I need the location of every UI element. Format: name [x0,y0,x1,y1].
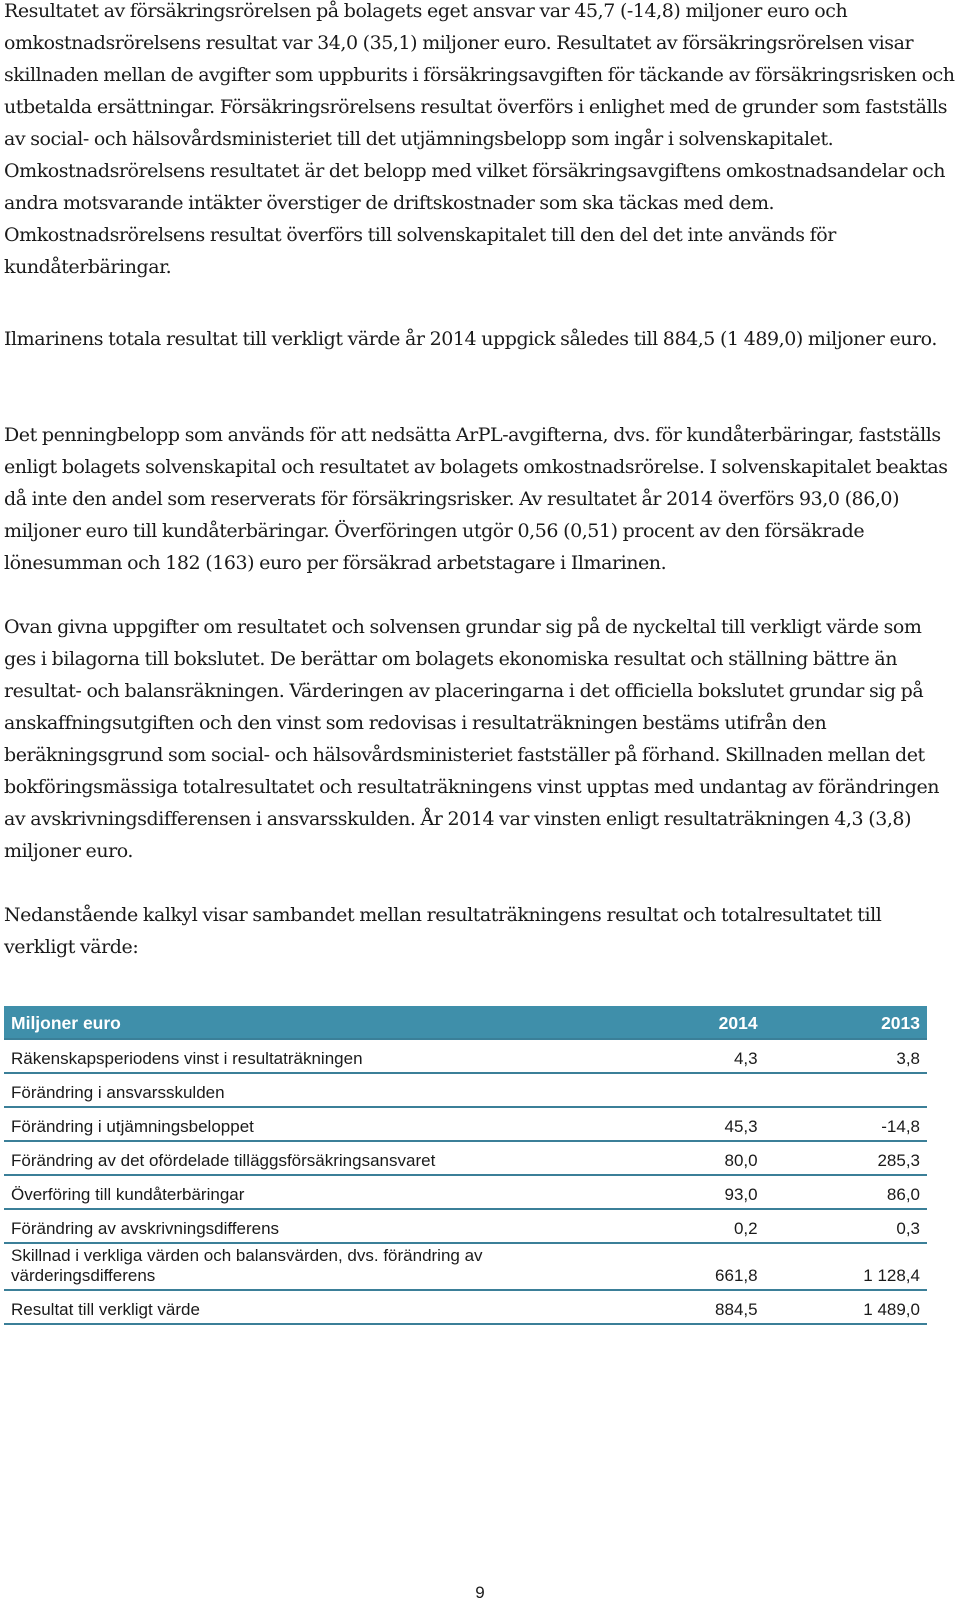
row-label: Förändring i utjämningsbeloppet [4,1107,602,1141]
table-row [4,1209,927,1243]
row-label: Räkenskapsperiodens vinst i resultaträkningen [4,1039,602,1073]
paragraph-fair-value-basis: Ovan givna uppgifter om resultatet och solvensen grundar sig på de nyckeltal till verkligt värde som ges i bilagorna till bokslutet. De berättar om bolagets ekonomiska resultat och ställning bättre än resultat- och balansräkningen. Värderingen av placeringarna i det officiella bokslutet grundar sig på anskaffningsutgiften och den vinst som redovisas i resultaträkningen bestäms utifrån den beräkningsgrund som social- och hälsovårdsministeriet fastställer på förhand. Skillnaden mellan det bokföringsmässiga totalresultatet och resultaträkningens vinst upptas med undantag av förändringen av avskrivningsdifferensen i ansvarsskulden. År 2014 var vinsten enligt resultaträkningen 4,3 (3,8) miljoner euro. [4,616,940,862]
row-value-2013: 0,3 [765,1209,927,1243]
table-header-unit: Miljoner euro [4,1006,602,1039]
page-number: 9 [475,1583,485,1602]
table-row [4,1175,927,1209]
row-value-2014: 93,0 [602,1175,764,1209]
row-value-2013: 1 128,4 [765,1243,927,1290]
table-header-row [4,1006,927,1039]
row-value-2013: 3,8 [765,1039,927,1073]
table-header-2013: 2013 [765,1006,927,1039]
table-row [4,1243,927,1290]
table-row [4,1141,927,1175]
row-value-2013 [765,1073,927,1107]
row-value-2014: 0,2 [602,1209,764,1243]
paragraph-table-intro: Nedanstående kalkyl visar sambandet mellan resultaträkningens resultat och totalresultatet till verkligt värde: [4,904,882,958]
row-label: Förändring av det ofördelade tilläggsförsäkringsansvaret [4,1141,602,1175]
row-label: Resultat till verkligt värde [4,1290,602,1324]
table-row [4,1107,927,1141]
table-header-2014: 2014 [602,1006,764,1039]
result-reconciliation-table [4,1006,927,1325]
row-value-2014: 80,0 [602,1141,764,1175]
row-value-2013: 285,3 [765,1141,927,1175]
table-row-total [4,1290,927,1324]
paragraph-client-bonuses: Det penningbelopp som används för att nedsätta ArPL-avgifterna, dvs. för kundåterbäringar, fastställs enligt bolagets solvenskapital och resultatet av bolagets omkostnadsrörelse. I solvenskapitalet beaktas då inte den andel som reserverats för försäkringsrisker. Av resultatet år 2014 överförs 93,0 (86,0) miljoner euro till kundåterbäringar. Överföringen utgör 0,56 (0,51) procent av den försäkrade lönesumman och 182 (163) euro per försäkrad arbetstagare i Ilmarinen. [4,424,948,574]
paragraph-insurance-result: Resultatet av försäkringsrörelsen på bolagets eget ansvar var 45,7 (-14,8) miljoner euro och omkostnadsrörelsens resultat var 34,0 (35,1) miljoner euro. Resultatet av försäkringsrörelsen visar skillnaden mellan de avgifter som uppburits i försäkringsavgiften för täckande av försäkringsrisken och utbetalda ersättningar. Försäkringsrörelsens resultat överförs i enlighet med de grunder som fastställs av social- och hälsovårdsministeriet till det utjämningsbelopp som ingår i solvenskapitalet. Omkostnadsrörelsens resultatet är det belopp med vilket försäkringsavgiftens omkostnadsandelar och andra motsvarande intäkter överstiger de driftskostnader som ska täckas med dem. Omkostnadsrörelsens resultat överförs till solvenskapitalet till den del det inte används för kundåterbäringar. [4,0,955,278]
row-label: Förändring i ansvarsskulden [4,1073,602,1107]
row-value-2013: -14,8 [765,1107,927,1141]
table-row [4,1073,927,1107]
row-value-2013: 86,0 [765,1175,927,1209]
row-value-2014: 4,3 [602,1039,764,1073]
paragraph-total-result: Ilmarinens totala resultat till verkligt värde år 2014 uppgick således till 884,5 (1 489,0) miljoner euro. [4,328,937,350]
row-value-2013: 1 489,0 [765,1290,927,1324]
row-value-2014 [602,1073,764,1107]
row-value-2014: 884,5 [602,1290,764,1324]
row-label: Överföring till kundåterbäringar [4,1175,602,1209]
table-row [4,1039,927,1073]
row-value-2014: 45,3 [602,1107,764,1141]
row-label: Förändring av avskrivningsdifferens [4,1209,602,1243]
row-label: Skillnad i verkliga värden och balansvärden, dvs. förändring av värderingsdifferens [4,1243,602,1290]
row-value-2014: 661,8 [602,1243,764,1290]
